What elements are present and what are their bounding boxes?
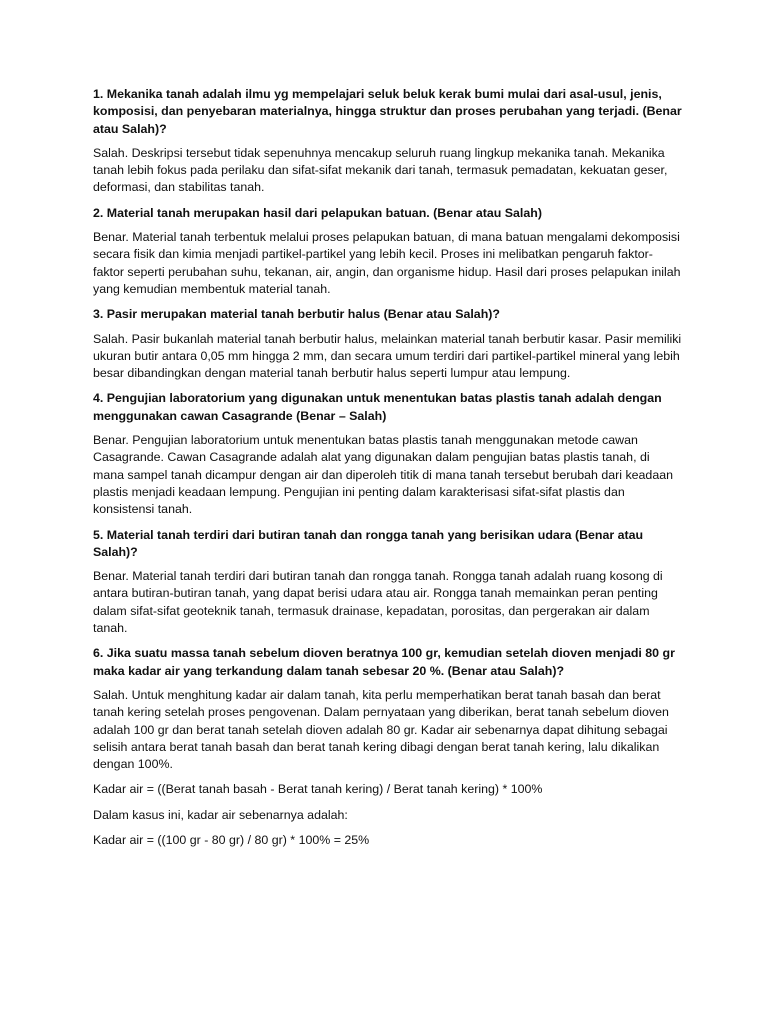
formula-general: Kadar air = ((Berat tanah basah - Berat tanah kering) / Berat tanah kering) * 100% [93, 782, 543, 797]
formula-result: Kadar air = ((100 gr - 80 gr) / 80 gr) * 100% = 25% [93, 832, 370, 847]
answer-5: Benar. Material tanah terdiri dari butiran tanah dan rongga tanah. Rongga tanah adalah ruang kosong di antara butiran-butiran tanah, yang dapat berisi udara atau air. Rongga tanah memainkan peran penting dalam sifat-sifat geoteknik tanah, termasuk drainase, kepadatan, porositas, dan pergerakan air dalam tanah. [93, 569, 663, 636]
question-1: 1. Mekanika tanah adalah ilmu yg mempelajari seluk beluk kerak bumi mulai dari asal-usul, jenis, komposisi, dan penyebaran materialnya, hingga struktur dan proses perubahan yang terjadi. (Benar atau Salah)? [93, 87, 682, 136]
question-5: 5. Material tanah terdiri dari butiran tanah dan rongga tanah yang berisikan udara (Benar atau Salah)? [93, 527, 644, 559]
answer-6: Salah. Untuk menghitung kadar air dalam tanah, kita perlu memperhatikan berat tanah basah dan berat tanah kering setelah proses pengovenan. Dalam pernyataan yang diberikan, berat tanah sebelum dioven adalah 100 gr dan berat tanah setelah dioven adalah 80 gr. Kadar air sebenarnya dapat dihitung sebagai selisih antara berat tanah basah dan berat tanah kering dibagi dengan berat tanah kering, lalu dikalikan dengan 100%. [93, 687, 669, 772]
answer-4: Benar. Pengujian laboratorium untuk menentukan batas plastis tanah menggunakan metode cawan Casagrande. Cawan Casagrande adalah alat yang digunakan dalam pengujian batas plastis tanah, di mana sampel tanah dicampur dengan air dan diperoleh titik di mana tanah tersebut berubah dari keadaan plastis menjadi keadaan lempung. Pengujian ini penting dalam karakterisasi sifat-sifat plastis dan konsistensi tanah. [93, 433, 673, 517]
question-3: 3. Pasir merupakan material tanah berbutir halus (Benar atau Salah)? [93, 307, 500, 322]
question-2: 2. Material tanah merupakan hasil dari pelapukan batuan. (Benar atau Salah) [93, 205, 542, 220]
question-6: 6. Jika suatu massa tanah sebelum dioven beratnya 100 gr, kemudian setelah dioven menjadi 80 gr maka kadar air yang terkandung dalam tanah sebesar 20 %. (Benar atau Salah)? [93, 646, 675, 678]
question-4: 4. Pengujian laboratorium yang digunakan untuk menentukan batas plastis tanah adalah dengan menggunakan cawan Casagrande (Benar – Salah) [93, 391, 662, 423]
answer-3: Salah. Pasir bukanlah material tanah berbutir halus, melainkan material tanah berbutir kasar. Pasir memiliki ukuran butir antara 0,05 mm hingga 2 mm, dan secara umum terdiri dari partikel-partikel mineral yang lebih besar dibandingkan dengan material tanah berbutir halus seperti lumpur atau lempung. [93, 331, 682, 381]
case-intro: Dalam kasus ini, kadar air sebenarnya adalah: [93, 807, 348, 822]
document-page [93, 86, 683, 857]
answer-2: Benar. Material tanah terbentuk melalui proses pelapukan batuan, di mana batuan mengalami dekomposisi secara fisik dan kimia menjadi partikel-partikel yang lebih kecil. Proses ini melibatkan pengaruh faktor-faktor seperti perubahan suhu, tekanan, air, angin, dan organisme hidup. Hasil dari proses pelapukan inilah yang kemudian membentuk material tanah. [93, 230, 681, 296]
answer-1: Salah. Deskripsi tersebut tidak sepenuhnya mencakup seluruh ruang lingkup mekanika tanah. Mekanika tanah lebih fokus pada perilaku dan sifat-sifat mekanik dari tanah, termasuk pemadatan, kekuatan geser, deformasi, dan stabilitas tanah. [93, 145, 668, 195]
